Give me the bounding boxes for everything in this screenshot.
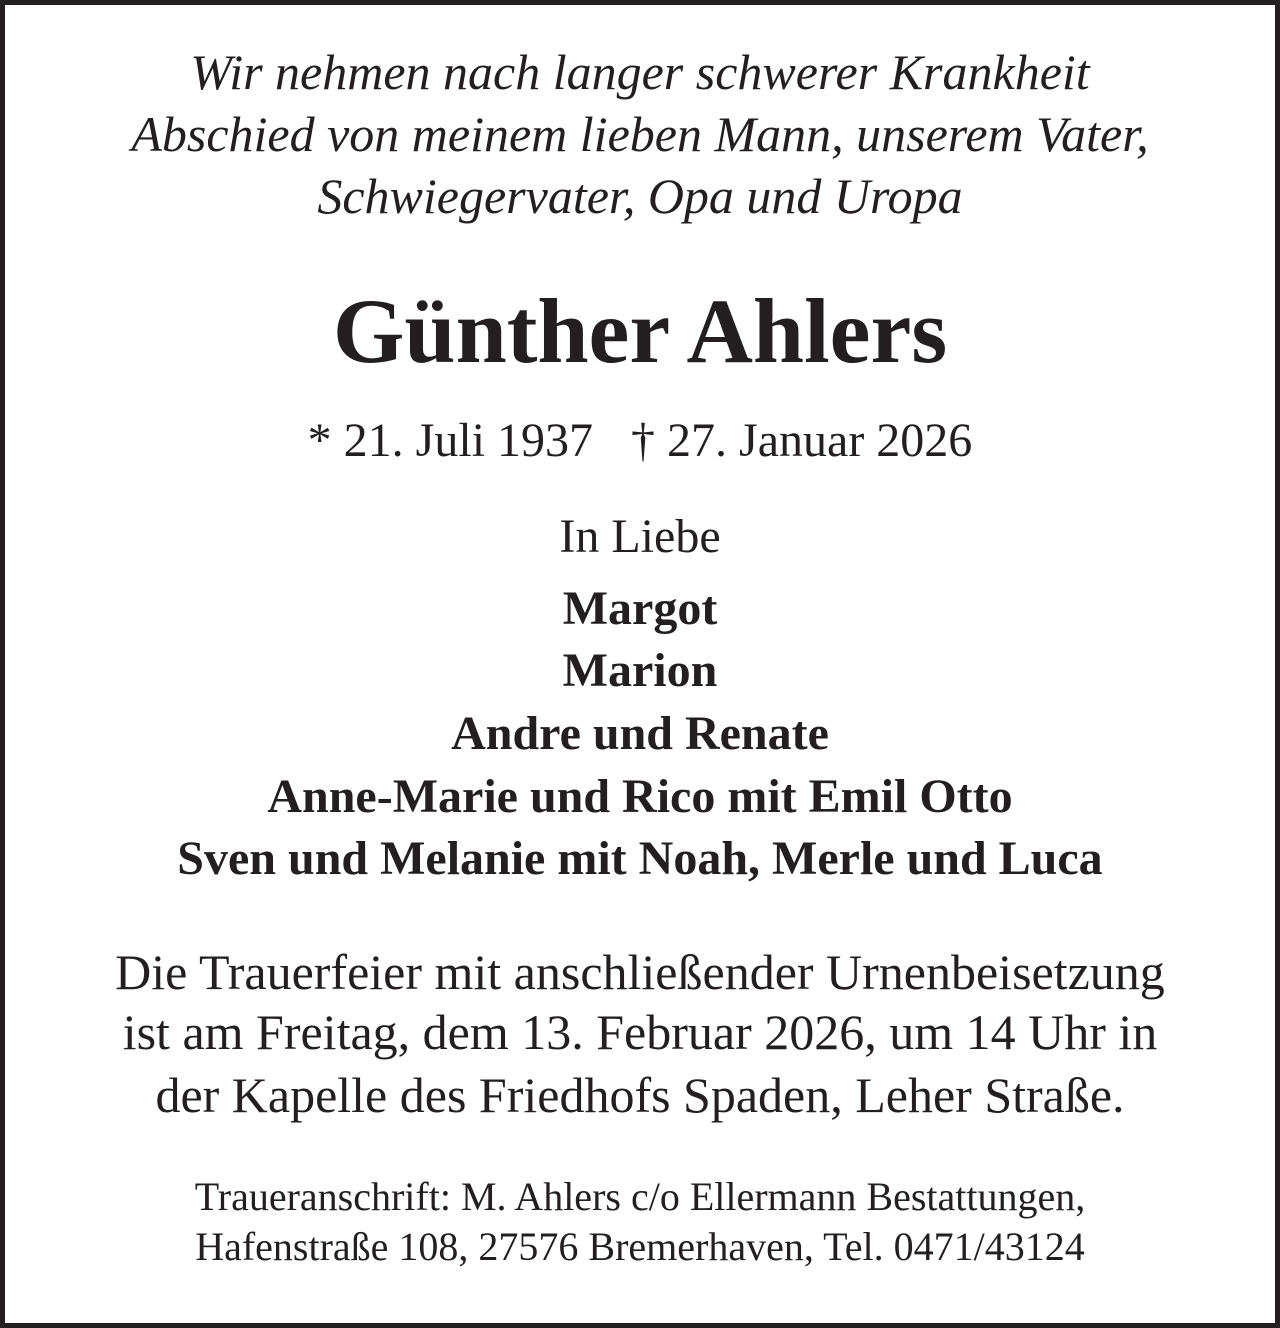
birth-date: * 21. Juli 1937 bbox=[307, 414, 594, 467]
life-dates bbox=[5, 413, 1275, 469]
intro-line: Abschied von meinem lieben Mann, unserem Vater, bbox=[131, 106, 1149, 162]
in-love-label: In Liebe bbox=[559, 510, 721, 563]
mourner-line: Margot bbox=[562, 582, 718, 635]
ceremony-line: der Kapelle des Friedhofs Spaden, Leher Straße. bbox=[155, 1067, 1125, 1123]
ceremony-line: Die Trauerfeier mit anschließender Urnenbeisetzung bbox=[115, 944, 1165, 1000]
death-date: † 27. Januar 2026 bbox=[631, 414, 973, 467]
address-line: Hafenstraße 108, 27576 Bremerhaven, Tel. 0471/43124 bbox=[195, 1224, 1085, 1269]
address-line: Traueranschrift: M. Ahlers c/o Ellermann Bestattungen, bbox=[194, 1174, 1086, 1219]
mourner-line: Anne-Marie und Rico mit Emil Otto bbox=[267, 770, 1013, 823]
ceremony-line: ist am Freitag, dem 13. Februar 2026, um 14 Uhr in bbox=[122, 1004, 1158, 1060]
mourner-line: Marion bbox=[562, 644, 718, 697]
intro-line: Wir nehmen nach langer schwerer Krankheit bbox=[190, 44, 1090, 100]
intro-line: Schwiegervater, Opa und Uropa bbox=[317, 168, 963, 224]
deceased-name: Günther Ahlers bbox=[332, 280, 948, 382]
mourner-line: Andre und Renate bbox=[451, 707, 829, 760]
mourner-line: Sven und Melanie mit Noah, Merle und Luca bbox=[177, 832, 1103, 885]
